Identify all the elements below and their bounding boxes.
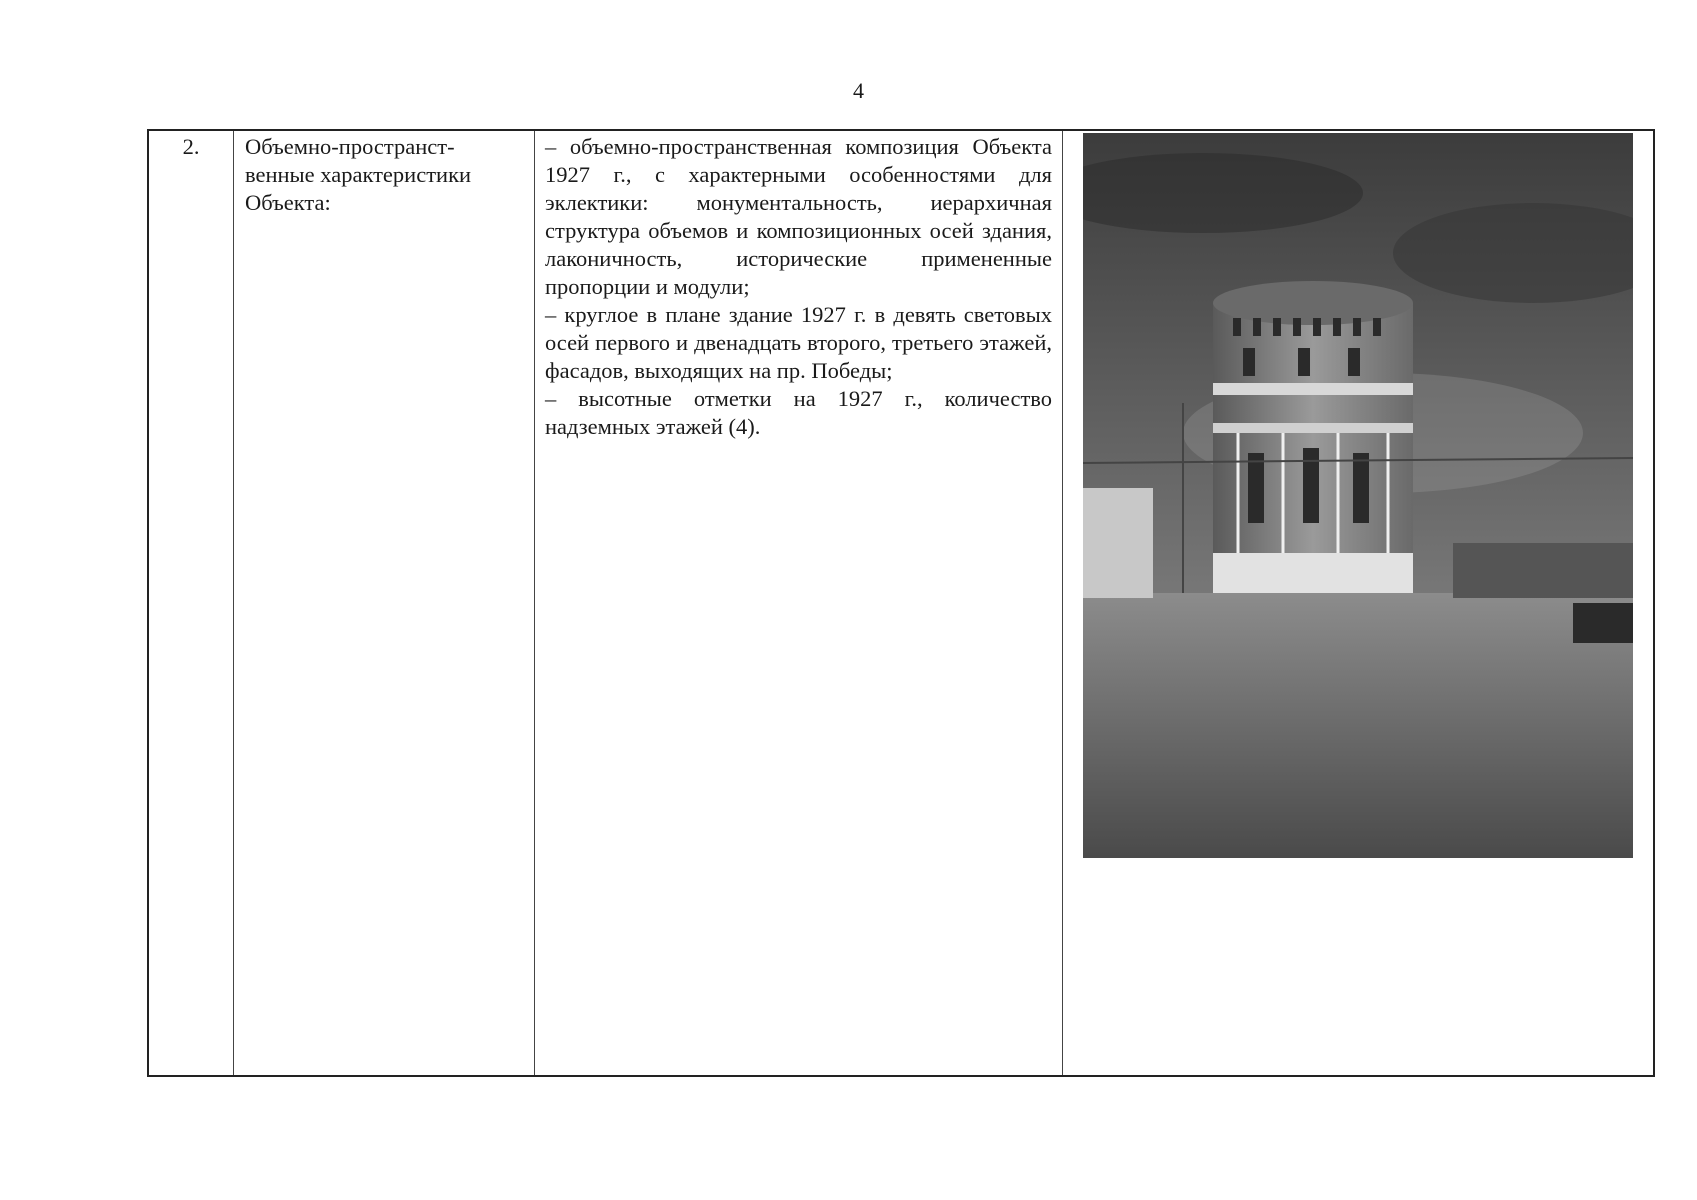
description-item: – круглое в плане здание 1927 г. в девять световых осей первого и двенадцать второго, третьего этажей, фасадов, выходящих на пр. Победы;: [545, 302, 1052, 383]
document-table: [147, 129, 1655, 1077]
description-item: – высотные отметки на 1927 г., количество надземных этажей (4).: [545, 386, 1052, 439]
description-item: – объемно-пространственная композиция Объекта 1927 г., с характерными особенностями для эклектики: монументальность, иерархичная структура объемов и композиционных осей здания, лаконичность, исторические примененные пропорции и модули;: [545, 134, 1052, 299]
tower-photo-icon: [1083, 133, 1633, 858]
page-number: 4: [853, 78, 864, 103]
row-name: Объемно-пространст-венные характеристики Объекта:: [234, 131, 535, 1075]
row-description: [535, 131, 1063, 1075]
photo-cell: [1063, 131, 1653, 1075]
row-number: 2.: [149, 131, 234, 1075]
